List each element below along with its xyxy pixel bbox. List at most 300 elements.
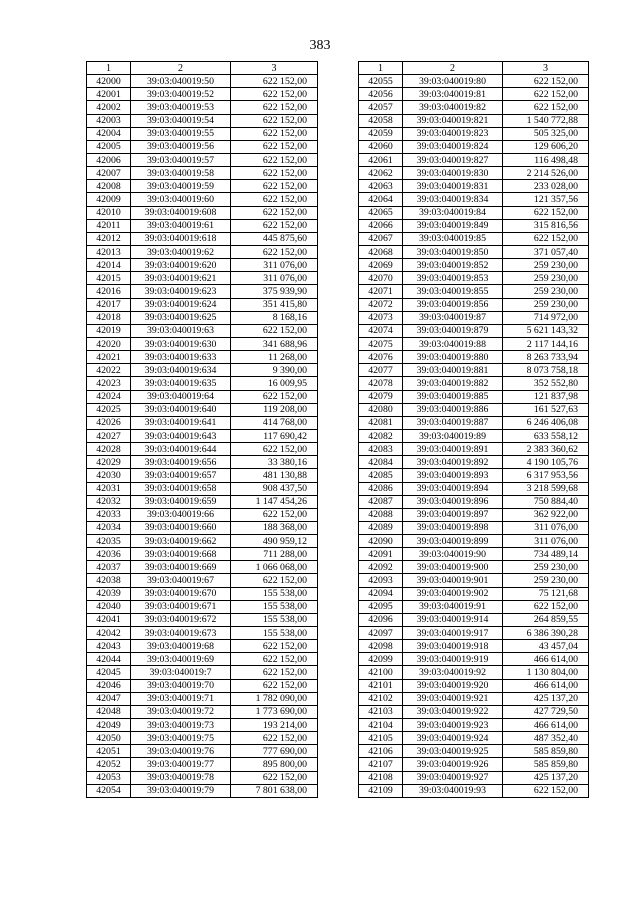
table-row	[87, 351, 318, 364]
value-cell: 622 152,00	[231, 167, 318, 180]
table-row	[359, 114, 589, 127]
row-number-cell: 42096	[359, 613, 403, 626]
value-cell: 734 489,14	[503, 548, 589, 561]
row-number-cell: 42072	[359, 298, 403, 311]
table-row	[87, 180, 318, 193]
cadastral-number-cell: 39:03:040019:656	[131, 456, 231, 469]
cadastral-number-cell: 39:03:040019:7	[131, 666, 231, 679]
row-number-cell: 42063	[359, 180, 403, 193]
row-number-cell: 42046	[87, 679, 131, 692]
row-number-cell: 42089	[359, 521, 403, 534]
value-cell: 622 152,00	[231, 75, 318, 88]
row-number-cell: 42098	[359, 640, 403, 653]
row-number-cell: 42014	[87, 259, 131, 272]
row-number-cell: 42041	[87, 613, 131, 626]
table-row	[359, 745, 589, 758]
value-cell: 311 076,00	[231, 259, 318, 272]
table-row	[87, 745, 318, 758]
cadastral-number-cell: 39:03:040019:84	[403, 206, 503, 219]
value-cell: 622 152,00	[503, 75, 589, 88]
table-row	[359, 482, 589, 495]
table-row	[87, 653, 318, 666]
cadastral-number-cell: 39:03:040019:85	[403, 232, 503, 245]
value-cell: 585 859,80	[503, 758, 589, 771]
row-number-cell: 42050	[87, 732, 131, 745]
value-cell: 8 168,16	[231, 311, 318, 324]
value-cell: 445 875,60	[231, 232, 318, 245]
value-cell: 427 729,50	[503, 705, 589, 718]
table-row	[87, 705, 318, 718]
table-row	[87, 692, 318, 705]
cadastral-number-cell: 39:03:040019:830	[403, 167, 503, 180]
row-number-cell: 42039	[87, 587, 131, 600]
value-cell: 622 152,00	[503, 88, 589, 101]
row-number-cell: 42013	[87, 245, 131, 258]
row-number-cell: 42088	[359, 508, 403, 521]
table-row	[87, 390, 318, 403]
value-cell: 43 457,04	[503, 640, 589, 653]
table-row	[87, 219, 318, 232]
value-cell: 371 057,40	[503, 245, 589, 258]
row-number-cell: 42104	[359, 719, 403, 732]
table-row	[87, 324, 318, 337]
cadastral-number-cell: 39:03:040019:643	[131, 429, 231, 442]
cadastral-number-cell: 39:03:040019:855	[403, 285, 503, 298]
table-row	[359, 535, 589, 548]
table-row	[87, 640, 318, 653]
cadastral-number-cell: 39:03:040019:68	[131, 640, 231, 653]
value-cell: 2 214 526,00	[503, 167, 589, 180]
value-cell: 259 230,00	[503, 272, 589, 285]
value-cell: 1 773 690,00	[231, 705, 318, 718]
value-cell: 622 152,00	[503, 600, 589, 613]
value-cell: 8 073 758,18	[503, 364, 589, 377]
table-row	[359, 153, 589, 166]
cadastral-number-cell: 39:03:040019:853	[403, 272, 503, 285]
table-row	[87, 140, 318, 153]
row-number-cell: 42065	[359, 206, 403, 219]
cadastral-number-cell: 39:03:040019:893	[403, 469, 503, 482]
cadastral-number-cell: 39:03:040019:625	[131, 311, 231, 324]
row-number-cell: 42103	[359, 705, 403, 718]
value-cell: 466 614,00	[503, 679, 589, 692]
cadastral-number-cell: 39:03:040019:81	[403, 88, 503, 101]
value-cell: 622 152,00	[231, 732, 318, 745]
cadastral-number-cell: 39:03:040019:53	[131, 101, 231, 114]
table-row	[87, 456, 318, 469]
cadastral-number-cell: 39:03:040019:662	[131, 535, 231, 548]
value-cell: 622 152,00	[231, 390, 318, 403]
table-row	[359, 640, 589, 653]
value-cell: 6 386 390,28	[503, 627, 589, 640]
value-cell: 233 028,00	[503, 180, 589, 193]
cadastral-number-cell: 39:03:040019:881	[403, 364, 503, 377]
cadastral-number-cell: 39:03:040019:61	[131, 219, 231, 232]
row-number-cell: 42033	[87, 508, 131, 521]
value-cell: 8 263 733,94	[503, 351, 589, 364]
cadastral-number-cell: 39:03:040019:620	[131, 259, 231, 272]
row-number-cell: 42036	[87, 548, 131, 561]
row-number-cell: 42052	[87, 758, 131, 771]
cadastral-number-cell: 39:03:040019:891	[403, 443, 503, 456]
cadastral-number-cell: 39:03:040019:67	[131, 574, 231, 587]
row-number-cell: 42048	[87, 705, 131, 718]
table-row	[87, 88, 318, 101]
table-row	[359, 351, 589, 364]
table-row	[359, 337, 589, 350]
row-number-cell: 42049	[87, 719, 131, 732]
cadastral-number-cell: 39:03:040019:77	[131, 758, 231, 771]
cadastral-number-cell: 39:03:040019:672	[131, 613, 231, 626]
table-row	[359, 771, 589, 784]
cadastral-number-cell: 39:03:040019:63	[131, 324, 231, 337]
table-header-row	[87, 62, 318, 75]
table-row	[87, 574, 318, 587]
row-number-cell: 42006	[87, 153, 131, 166]
cadastral-number-cell: 39:03:040019:58	[131, 167, 231, 180]
value-cell: 711 288,00	[231, 548, 318, 561]
row-number-cell: 42042	[87, 627, 131, 640]
value-cell: 193 214,00	[231, 719, 318, 732]
table-row	[359, 272, 589, 285]
row-number-cell: 42066	[359, 219, 403, 232]
table-row	[87, 495, 318, 508]
row-number-cell: 42060	[359, 140, 403, 153]
table-row	[87, 613, 318, 626]
value-cell: 622 152,00	[503, 784, 589, 797]
row-number-cell: 42081	[359, 416, 403, 429]
value-cell: 6 246 406,08	[503, 416, 589, 429]
table-row	[87, 732, 318, 745]
cadastral-number-cell: 39:03:040019:827	[403, 153, 503, 166]
table-row	[87, 600, 318, 613]
table-row	[87, 548, 318, 561]
table-row	[87, 429, 318, 442]
row-number-cell: 42058	[359, 114, 403, 127]
row-number-cell: 42100	[359, 666, 403, 679]
table-row	[359, 469, 589, 482]
row-number-cell: 42094	[359, 587, 403, 600]
table-row	[87, 298, 318, 311]
cadastral-number-cell: 39:03:040019:925	[403, 745, 503, 758]
value-cell: 777 690,00	[231, 745, 318, 758]
value-cell: 622 152,00	[231, 219, 318, 232]
table-row	[87, 285, 318, 298]
value-cell: 414 768,00	[231, 416, 318, 429]
value-cell: 622 152,00	[231, 127, 318, 140]
value-cell: 375 939,90	[231, 285, 318, 298]
value-cell: 6 317 953,56	[503, 469, 589, 482]
cadastral-number-cell: 39:03:040019:75	[131, 732, 231, 745]
cadastral-number-cell: 39:03:040019:76	[131, 745, 231, 758]
row-number-cell: 42045	[87, 666, 131, 679]
row-number-cell: 42026	[87, 416, 131, 429]
cadastral-number-cell: 39:03:040019:673	[131, 627, 231, 640]
row-number-cell: 42071	[359, 285, 403, 298]
value-cell: 622 152,00	[231, 153, 318, 166]
cadastral-number-cell: 39:03:040019:823	[403, 127, 503, 140]
table-row	[87, 153, 318, 166]
value-cell: 750 884,40	[503, 495, 589, 508]
value-cell: 352 552,80	[503, 377, 589, 390]
row-number-cell: 42001	[87, 88, 131, 101]
table-row	[87, 535, 318, 548]
row-number-cell: 42059	[359, 127, 403, 140]
value-cell: 155 538,00	[231, 600, 318, 613]
cadastral-number-cell: 39:03:040019:79	[131, 784, 231, 797]
cadastral-number-cell: 39:03:040019:900	[403, 561, 503, 574]
cadastral-number-cell: 39:03:040019:92	[403, 666, 503, 679]
row-number-cell: 42053	[87, 771, 131, 784]
table-body-right	[359, 75, 589, 798]
table-row	[87, 245, 318, 258]
cadastral-number-cell: 39:03:040019:879	[403, 324, 503, 337]
value-cell: 622 152,00	[231, 193, 318, 206]
table-row	[87, 521, 318, 534]
table-row	[87, 719, 318, 732]
row-number-cell: 42095	[359, 600, 403, 613]
cadastral-number-cell: 39:03:040019:52	[131, 88, 231, 101]
value-cell: 622 152,00	[231, 245, 318, 258]
row-number-cell: 42020	[87, 337, 131, 350]
row-number-cell: 42031	[87, 482, 131, 495]
table-row	[359, 521, 589, 534]
cadastral-number-cell: 39:03:040019:635	[131, 377, 231, 390]
cadastral-number-cell: 39:03:040019:634	[131, 364, 231, 377]
value-cell: 622 152,00	[231, 771, 318, 784]
value-cell: 622 152,00	[503, 101, 589, 114]
row-number-cell: 42090	[359, 535, 403, 548]
table-row	[87, 337, 318, 350]
value-cell: 311 076,00	[503, 535, 589, 548]
row-number-cell: 42093	[359, 574, 403, 587]
value-cell: 2 383 360,62	[503, 443, 589, 456]
value-cell: 129 606,20	[503, 140, 589, 153]
table-row	[359, 784, 589, 797]
table-row	[359, 75, 589, 88]
value-cell: 259 230,00	[503, 574, 589, 587]
value-cell: 622 152,00	[231, 114, 318, 127]
row-number-cell: 42070	[359, 272, 403, 285]
row-number-cell: 42109	[359, 784, 403, 797]
table-row	[359, 403, 589, 416]
value-cell: 351 415,80	[231, 298, 318, 311]
value-cell: 259 230,00	[503, 285, 589, 298]
table-row	[87, 784, 318, 797]
value-cell: 362 922,00	[503, 508, 589, 521]
value-cell: 622 152,00	[231, 101, 318, 114]
cadastral-number-cell: 39:03:040019:624	[131, 298, 231, 311]
table-row	[359, 613, 589, 626]
row-number-cell: 42064	[359, 193, 403, 206]
cadastral-number-cell: 39:03:040019:73	[131, 719, 231, 732]
row-number-cell: 42055	[359, 75, 403, 88]
cadastral-number-cell: 39:03:040019:89	[403, 429, 503, 442]
cadastral-number-cell: 39:03:040019:57	[131, 153, 231, 166]
value-cell: 311 076,00	[503, 521, 589, 534]
row-number-cell: 42028	[87, 443, 131, 456]
row-number-cell: 42105	[359, 732, 403, 745]
table-row	[359, 259, 589, 272]
row-number-cell: 42019	[87, 324, 131, 337]
table-row	[359, 232, 589, 245]
value-cell: 9 390,00	[231, 364, 318, 377]
table-row	[359, 666, 589, 679]
header-col-1: 1	[87, 62, 131, 75]
table-row	[87, 771, 318, 784]
cadastral-number-cell: 39:03:040019:882	[403, 377, 503, 390]
row-number-cell: 42002	[87, 101, 131, 114]
value-cell: 622 152,00	[231, 443, 318, 456]
cadastral-number-cell: 39:03:040019:659	[131, 495, 231, 508]
table-row	[359, 627, 589, 640]
cadastral-number-cell: 39:03:040019:834	[403, 193, 503, 206]
row-number-cell: 42032	[87, 495, 131, 508]
cadastral-number-cell: 39:03:040019:856	[403, 298, 503, 311]
table-row	[359, 548, 589, 561]
row-number-cell: 42015	[87, 272, 131, 285]
table-row	[87, 364, 318, 377]
cadastral-number-cell: 39:03:040019:919	[403, 653, 503, 666]
value-cell: 33 380,16	[231, 456, 318, 469]
cadastral-number-cell: 39:03:040019:71	[131, 692, 231, 705]
value-cell: 425 137,20	[503, 771, 589, 784]
cadastral-number-cell: 39:03:040019:927	[403, 771, 503, 784]
value-cell: 622 152,00	[231, 679, 318, 692]
cadastral-number-cell: 39:03:040019:644	[131, 443, 231, 456]
cadastral-number-cell: 39:03:040019:896	[403, 495, 503, 508]
cadastral-number-cell: 39:03:040019:66	[131, 508, 231, 521]
row-number-cell: 42003	[87, 114, 131, 127]
row-number-cell: 42016	[87, 285, 131, 298]
row-number-cell: 42023	[87, 377, 131, 390]
cadastral-number-cell: 39:03:040019:88	[403, 337, 503, 350]
value-cell: 908 437,50	[231, 482, 318, 495]
table-row	[359, 587, 589, 600]
cadastral-number-cell: 39:03:040019:921	[403, 692, 503, 705]
value-cell: 1 130 804,00	[503, 666, 589, 679]
table-row	[359, 705, 589, 718]
table-row	[87, 508, 318, 521]
row-number-cell: 42084	[359, 456, 403, 469]
table-row	[87, 114, 318, 127]
value-cell: 161 527,63	[503, 403, 589, 416]
table-row	[87, 232, 318, 245]
row-number-cell: 42068	[359, 245, 403, 258]
row-number-cell: 42029	[87, 456, 131, 469]
row-number-cell: 42067	[359, 232, 403, 245]
cadastral-number-cell: 39:03:040019:56	[131, 140, 231, 153]
value-cell: 259 230,00	[503, 259, 589, 272]
table-row	[87, 272, 318, 285]
table-row	[87, 561, 318, 574]
cadastral-number-cell: 39:03:040019:849	[403, 219, 503, 232]
table-row	[87, 75, 318, 88]
cadastral-number-cell: 39:03:040019:633	[131, 351, 231, 364]
table-row	[87, 443, 318, 456]
value-cell: 622 152,00	[231, 640, 318, 653]
row-number-cell: 42000	[87, 75, 131, 88]
cadastral-number-cell: 39:03:040019:917	[403, 627, 503, 640]
table-row	[359, 653, 589, 666]
row-number-cell: 42102	[359, 692, 403, 705]
row-number-cell: 42075	[359, 337, 403, 350]
row-number-cell: 42009	[87, 193, 131, 206]
row-number-cell: 42106	[359, 745, 403, 758]
row-number-cell: 42085	[359, 469, 403, 482]
cadastral-number-cell: 39:03:040019:897	[403, 508, 503, 521]
row-number-cell: 42091	[359, 548, 403, 561]
table-row	[359, 180, 589, 193]
table-row	[87, 193, 318, 206]
row-number-cell: 42062	[359, 167, 403, 180]
row-number-cell: 42083	[359, 443, 403, 456]
cadastral-number-cell: 39:03:040019:901	[403, 574, 503, 587]
cadastral-number-cell: 39:03:040019:87	[403, 311, 503, 324]
value-cell: 155 538,00	[231, 613, 318, 626]
row-number-cell: 42107	[359, 758, 403, 771]
value-cell: 121 357,56	[503, 193, 589, 206]
value-cell: 7 801 638,00	[231, 784, 318, 797]
cadastral-number-cell: 39:03:040019:621	[131, 272, 231, 285]
value-cell: 585 859,80	[503, 745, 589, 758]
row-number-cell: 42087	[359, 495, 403, 508]
row-number-cell: 42074	[359, 324, 403, 337]
value-cell: 481 130,88	[231, 469, 318, 482]
row-number-cell: 42108	[359, 771, 403, 784]
table-row	[359, 324, 589, 337]
table-row	[359, 127, 589, 140]
cadastral-number-cell: 39:03:040019:90	[403, 548, 503, 561]
value-cell: 11 268,00	[231, 351, 318, 364]
cadastral-number-cell: 39:03:040019:93	[403, 784, 503, 797]
table-row	[87, 259, 318, 272]
table-row	[87, 403, 318, 416]
value-cell: 188 368,00	[231, 521, 318, 534]
value-cell: 487 352,40	[503, 732, 589, 745]
value-cell: 259 230,00	[503, 561, 589, 574]
table-row	[87, 167, 318, 180]
cadastral-number-cell: 39:03:040019:60	[131, 193, 231, 206]
cadastral-number-cell: 39:03:040019:54	[131, 114, 231, 127]
value-cell: 1 782 090,00	[231, 692, 318, 705]
cadastral-number-cell: 39:03:040019:914	[403, 613, 503, 626]
table-row	[359, 495, 589, 508]
table-row	[359, 245, 589, 258]
value-cell: 466 614,00	[503, 719, 589, 732]
cadastral-number-cell: 39:03:040019:660	[131, 521, 231, 534]
table-row	[359, 692, 589, 705]
table-row	[87, 482, 318, 495]
value-cell: 714 972,00	[503, 311, 589, 324]
cadastral-number-cell: 39:03:040019:69	[131, 653, 231, 666]
value-cell: 1 147 454,26	[231, 495, 318, 508]
row-number-cell: 42037	[87, 561, 131, 574]
cadastral-number-cell: 39:03:040019:82	[403, 101, 503, 114]
row-number-cell: 42034	[87, 521, 131, 534]
value-cell: 622 152,00	[231, 666, 318, 679]
cadastral-number-cell: 39:03:040019:64	[131, 390, 231, 403]
page-number: 383	[309, 38, 331, 53]
table-row	[87, 206, 318, 219]
table-header-row	[359, 62, 589, 75]
row-number-cell: 42011	[87, 219, 131, 232]
cadastral-number-cell: 39:03:040019:894	[403, 482, 503, 495]
row-number-cell: 42035	[87, 535, 131, 548]
cadastral-number-cell: 39:03:040019:70	[131, 679, 231, 692]
value-cell: 259 230,00	[503, 298, 589, 311]
value-cell: 505 325,00	[503, 127, 589, 140]
